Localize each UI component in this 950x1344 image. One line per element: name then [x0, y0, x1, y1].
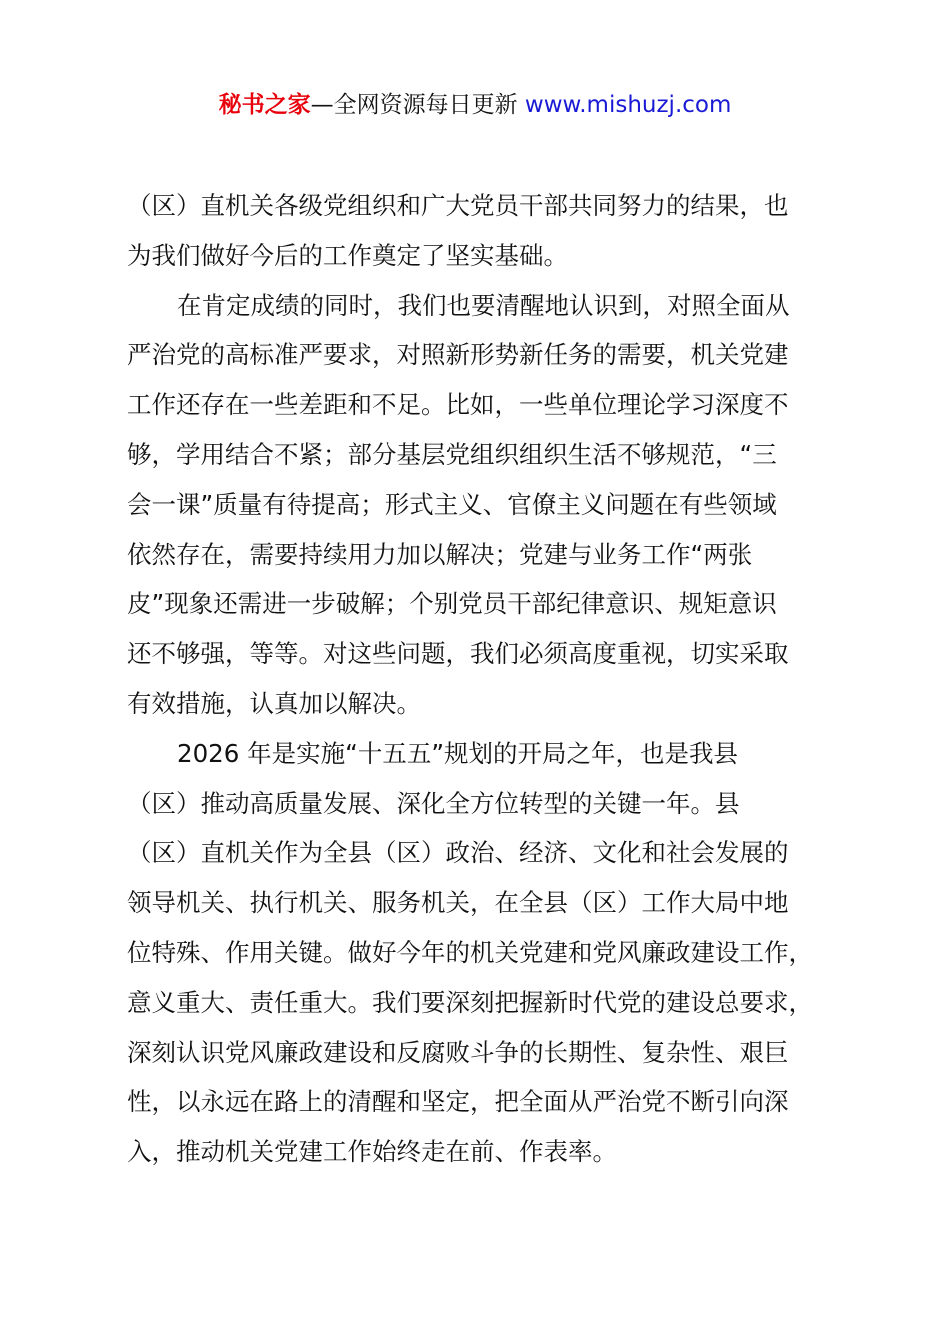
text-line: 严治党的高标准严要求，对照新形势新任务的需要，机关党建: [127, 340, 789, 370]
text-line: 皮”现象还需进一步破解；个别党员干部纪律意识、规矩意识: [127, 589, 777, 619]
paragraph-start-line: 在肯定成绩的同时，我们也要清醒地认识到，对照全面从: [177, 290, 790, 320]
header-tagline: —全网资源每日更新: [310, 92, 525, 118]
text-line: 够，学用结合不紧；部分基层党组织组织生活不够规范，“三: [127, 439, 777, 469]
text-line: 位特殊、作用关键。做好今年的机关党建和党风廉政建设工作，: [127, 937, 813, 967]
site-url-link[interactable]: www.mishuzj.com: [524, 92, 732, 118]
text-line: 有效措施，认真加以解决。: [127, 688, 421, 718]
text-line: 工作还存在一些差距和不足。比如，一些单位理论学习深度不: [127, 390, 789, 420]
text-line: 入，推动机关党建工作始终走在前、作表率。: [127, 1137, 617, 1167]
text-line: 领导机关、执行机关、服务机关，在全县（区）工作大局中地: [127, 888, 789, 918]
text-line: 会一课”质量有待提高；形式主义、官僚主义问题在有些领域: [127, 489, 777, 519]
text-line: （区）直机关作为全县（区）政治、经济、文化和社会发展的: [127, 838, 789, 868]
document-body: [127, 181, 857, 1177]
text-line: 还不够强，等等。对这些问题，我们必须高度重视，切实采取: [127, 639, 789, 669]
paragraph-start-line: 2026 年是实施“十五五”规划的开局之年，也是我县: [177, 738, 739, 768]
text-line: 深刻认识党风廉政建设和反腐败斗争的长期性、复杂性、艰巨: [127, 1037, 789, 1067]
text-line: 依然存在，需要持续用力加以解决；党建与业务工作“两张: [127, 539, 753, 569]
text-line: 为我们做好今后的工作奠定了坚实基础。: [127, 240, 568, 270]
text-line: （区）直机关各级党组织和广大党员干部共同努力的结果，也: [127, 191, 789, 220]
brand-name: 秘书之家: [218, 92, 311, 118]
text-line: （区）推动高质量发展、深化全方位转型的关键一年。县: [127, 788, 740, 818]
text-line: 性，以永远在路上的清醒和坚定，把全面从严治党不断引向深: [127, 1087, 789, 1117]
text-line: 意义重大、责任重大。我们要深刻把握新时代党的建设总要求，: [127, 987, 813, 1017]
page-header: [0, 88, 950, 122]
